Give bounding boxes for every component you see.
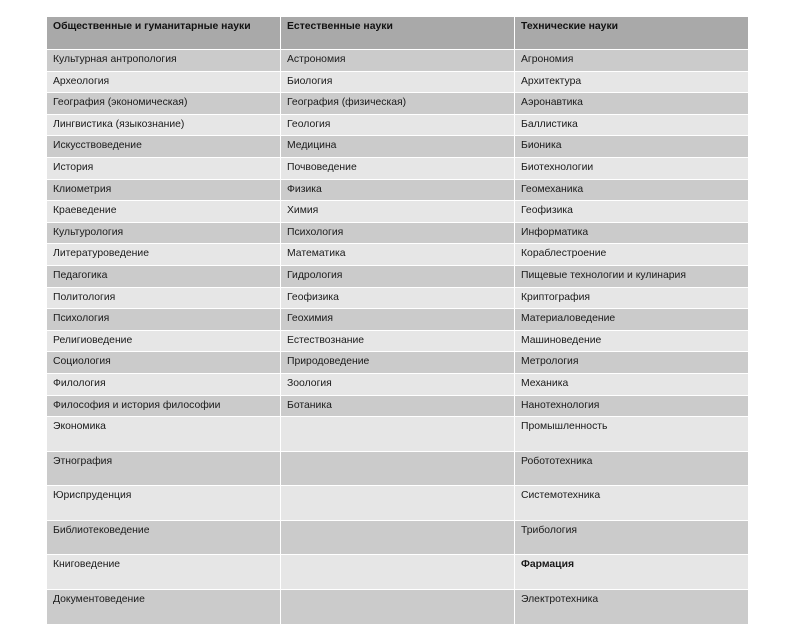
header-technical: Технические науки [515, 17, 749, 50]
table-row [47, 330, 749, 352]
table-row [47, 93, 749, 115]
table-row [47, 222, 749, 244]
humanities-cell: Документоведение [47, 590, 281, 625]
humanities-cell: Искусствоведение [47, 136, 281, 158]
natural-cell: Ботаника [281, 395, 515, 417]
natural-cell: Медицина [281, 136, 515, 158]
humanities-cell: Библиотековедение [47, 520, 281, 555]
natural-cell: Химия [281, 201, 515, 223]
table-row [47, 244, 749, 266]
natural-cell: Геофизика [281, 287, 515, 309]
natural-cell: Биология [281, 71, 515, 93]
table-row [47, 179, 749, 201]
humanities-cell: Психология [47, 309, 281, 331]
table-row [47, 555, 749, 590]
table-header [47, 17, 749, 50]
header-row [47, 17, 749, 50]
humanities-cell: Лингвистика (языкознание) [47, 114, 281, 136]
humanities-cell: Этнография [47, 451, 281, 486]
table-row [47, 520, 749, 555]
natural-cell [281, 520, 515, 555]
technical-cell: Геомеханика [515, 179, 749, 201]
natural-cell: Геохимия [281, 309, 515, 331]
technical-cell: Бионика [515, 136, 749, 158]
technical-cell: Кораблестроение [515, 244, 749, 266]
technical-cell: Пищевые технологии и кулинария [515, 265, 749, 287]
table-row [47, 71, 749, 93]
table-body [47, 50, 749, 625]
humanities-cell: Филология [47, 373, 281, 395]
table-row [47, 373, 749, 395]
sciences-table-container [46, 16, 748, 625]
technical-cell: Робототехника [515, 451, 749, 486]
technical-cell: Электротехника [515, 590, 749, 625]
table-row [47, 136, 749, 158]
natural-cell [281, 555, 515, 590]
natural-cell: Почвоведение [281, 157, 515, 179]
technical-cell: Криптография [515, 287, 749, 309]
natural-cell: Физика [281, 179, 515, 201]
technical-cell: Материаловедение [515, 309, 749, 331]
humanities-cell: Книговедение [47, 555, 281, 590]
natural-cell: Естествознание [281, 330, 515, 352]
humanities-cell: Краеведение [47, 201, 281, 223]
humanities-cell: Педагогика [47, 265, 281, 287]
humanities-cell: Социология [47, 352, 281, 374]
technical-cell: Архитектура [515, 71, 749, 93]
humanities-cell: Клиометрия [47, 179, 281, 201]
header-humanities: Общественные и гуманитарные науки [47, 17, 281, 50]
humanities-cell: Философия и история философии [47, 395, 281, 417]
natural-cell: Астрономия [281, 50, 515, 72]
table-row [47, 201, 749, 223]
humanities-cell: Политология [47, 287, 281, 309]
natural-cell: Гидрология [281, 265, 515, 287]
natural-cell: Природоведение [281, 352, 515, 374]
technical-cell: Баллистика [515, 114, 749, 136]
natural-cell: География (физическая) [281, 93, 515, 115]
header-natural: Естественные науки [281, 17, 515, 50]
humanities-cell: Культурология [47, 222, 281, 244]
table-row [47, 486, 749, 521]
natural-cell: Психология [281, 222, 515, 244]
humanities-cell: География (экономическая) [47, 93, 281, 115]
technical-cell: Метрология [515, 352, 749, 374]
natural-cell: Геология [281, 114, 515, 136]
technical-cell: Промышленность [515, 417, 749, 452]
natural-cell: Зоология [281, 373, 515, 395]
technical-cell: Системотехника [515, 486, 749, 521]
table-row [47, 265, 749, 287]
humanities-cell: Культурная антропология [47, 50, 281, 72]
humanities-cell: Юриспруденция [47, 486, 281, 521]
table-row [47, 287, 749, 309]
table-row [47, 157, 749, 179]
natural-cell [281, 486, 515, 521]
technical-cell: Механика [515, 373, 749, 395]
humanities-cell: История [47, 157, 281, 179]
natural-cell [281, 417, 515, 452]
technical-cell: Фармация [515, 555, 749, 590]
humanities-cell: Литературоведение [47, 244, 281, 266]
technical-cell: Агрономия [515, 50, 749, 72]
table-row [47, 114, 749, 136]
natural-cell: Математика [281, 244, 515, 266]
technical-cell: Информатика [515, 222, 749, 244]
table-row [47, 417, 749, 452]
humanities-cell: Религиоведение [47, 330, 281, 352]
technical-cell: Трибология [515, 520, 749, 555]
technical-cell: Машиноведение [515, 330, 749, 352]
technical-cell: Биотехнологии [515, 157, 749, 179]
humanities-cell: Экономика [47, 417, 281, 452]
sciences-table [46, 16, 749, 625]
technical-cell: Геофизика [515, 201, 749, 223]
table-row [47, 395, 749, 417]
table-row [47, 309, 749, 331]
natural-cell [281, 451, 515, 486]
technical-cell: Нанотехнология [515, 395, 749, 417]
table-row [47, 451, 749, 486]
table-row [47, 50, 749, 72]
humanities-cell: Археология [47, 71, 281, 93]
technical-cell: Аэронавтика [515, 93, 749, 115]
table-row [47, 352, 749, 374]
